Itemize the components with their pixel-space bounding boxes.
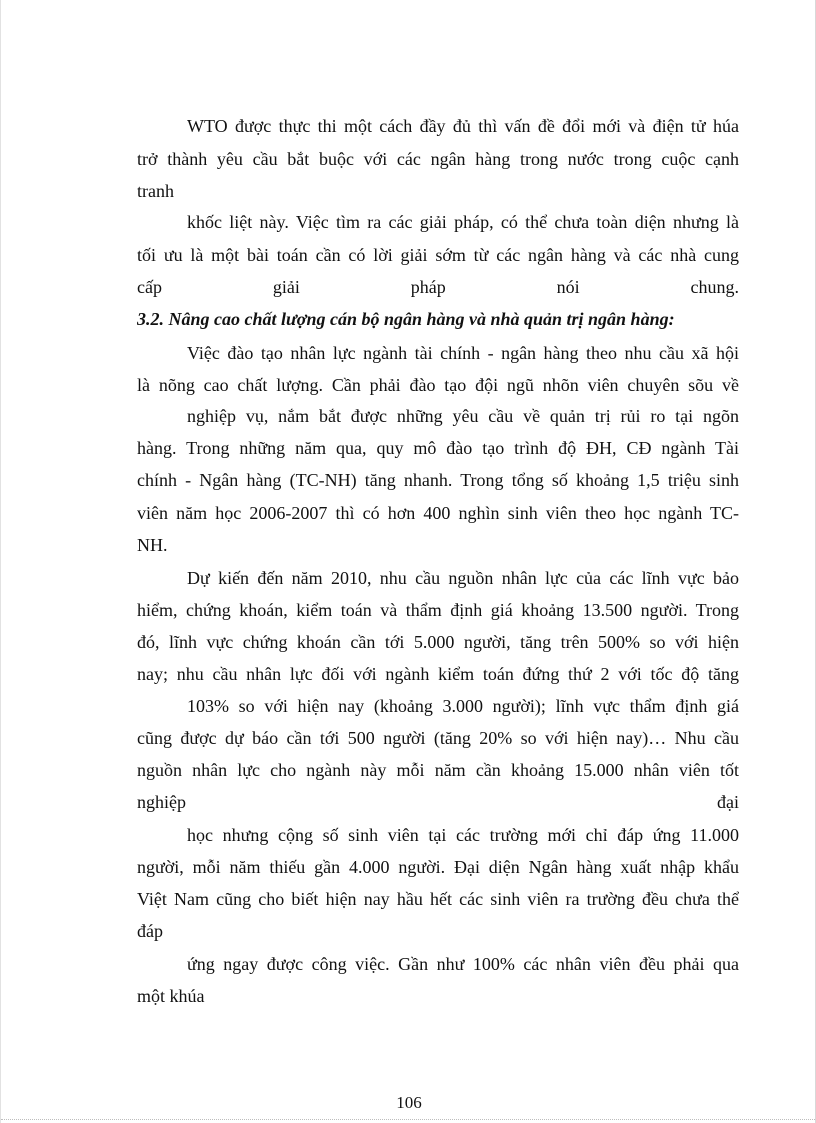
text-line: đáp xyxy=(137,921,163,941)
text-line: nghiệp vụ, nắm bắt được những yêu cầu về quản trị rủi ro tại ngõn xyxy=(187,406,739,426)
text-line: WTO được thực thi một cách đầy đủ thì vấn đề đổi mới và điện tử húa xyxy=(187,116,739,136)
text-line: trở thành yêu cầu bắt buộc với các ngân hàng trong nước trong cuộc cạnh xyxy=(137,149,739,169)
text-line: cũng được dự báo cần tới 500 người (tăng 20% so với hiện nay)… Nhu cầu xyxy=(137,728,739,748)
text-line: là nõng cao chất lượng. Cần phải đào tạo đội ngũ nhõn viên chuyên sõu về xyxy=(137,375,739,395)
text-line: đó, lĩnh vực chứng khoán cần tới 5.000 người, tăng trên 500% so với hiện xyxy=(137,632,739,652)
text-line: người, mỗi năm thiếu gần 4.000 người. Đại diện Ngân hàng xuất nhập khẩu xyxy=(137,857,739,877)
text-line: hàng. Trong những năm qua, quy mô đào tạo trình độ ĐH, CĐ ngành Tài xyxy=(137,438,739,458)
text-line: nay; nhu cầu nhân lực đối với ngành kiểm toán đứng thứ 2 với tốc độ tăng xyxy=(137,664,739,684)
page-number: 106 xyxy=(396,1093,422,1112)
section-heading: 3.2. Nâng cao chất lượng cán bộ ngân hàng và nhà quản trị ngân hàng: xyxy=(137,309,675,329)
text-line: nguồn nhân lực cho ngành này mỗi năm cần khoảng 15.000 nhân viên tốt xyxy=(137,760,739,780)
text-line: khốc liệt này. Việc tìm ra các giải pháp, có thể chưa toàn diện nhưng là xyxy=(187,212,739,232)
text-line: ứng ngay được công việc. Gần như 100% các nhân viên đều phải qua xyxy=(187,954,739,974)
text-line: viên năm học 2006-2007 thì có hơn 400 nghìn sinh viên theo học ngành TC- xyxy=(137,503,739,523)
text-line: cấp giải pháp nói chung. xyxy=(137,277,739,297)
text-line: 103% so với hiện nay (khoảng 3.000 người); lĩnh vực thẩm định giá xyxy=(187,696,739,716)
text-line: tối ưu là một bài toán cần có lời giải sớm từ các ngân hàng và các nhà cung xyxy=(137,245,739,265)
text-line: tranh xyxy=(137,181,174,201)
text-line: một khúa xyxy=(137,986,205,1006)
text-line: học nhưng cộng số sinh viên tại các trường mới chỉ đáp ứng 11.000 xyxy=(187,825,739,845)
text-line: chính - Ngân hàng (TC-NH) tăng nhanh. Trong tổng số khoảng 1,5 triệu sinh xyxy=(137,470,739,490)
text-line: Việt Nam cũng cho biết hiện nay hầu hết các sinh viên ra trường đều chưa thể xyxy=(137,889,739,909)
text-line: nghiệp đại xyxy=(137,792,739,812)
text-line: hiểm, chứng khoán, kiểm toán và thẩm định giá khoảng 13.500 người. Trong xyxy=(137,600,739,620)
text-line: Dự kiến đến năm 2010, nhu cầu nguồn nhân lực của các lĩnh vực bảo xyxy=(187,568,739,588)
page-bottom-border xyxy=(1,1119,815,1120)
text-line: Việc đào tạo nhân lực ngành tài chính - ngân hàng theo nhu cầu xã hội xyxy=(187,343,739,363)
text-line: NH. xyxy=(137,535,168,555)
